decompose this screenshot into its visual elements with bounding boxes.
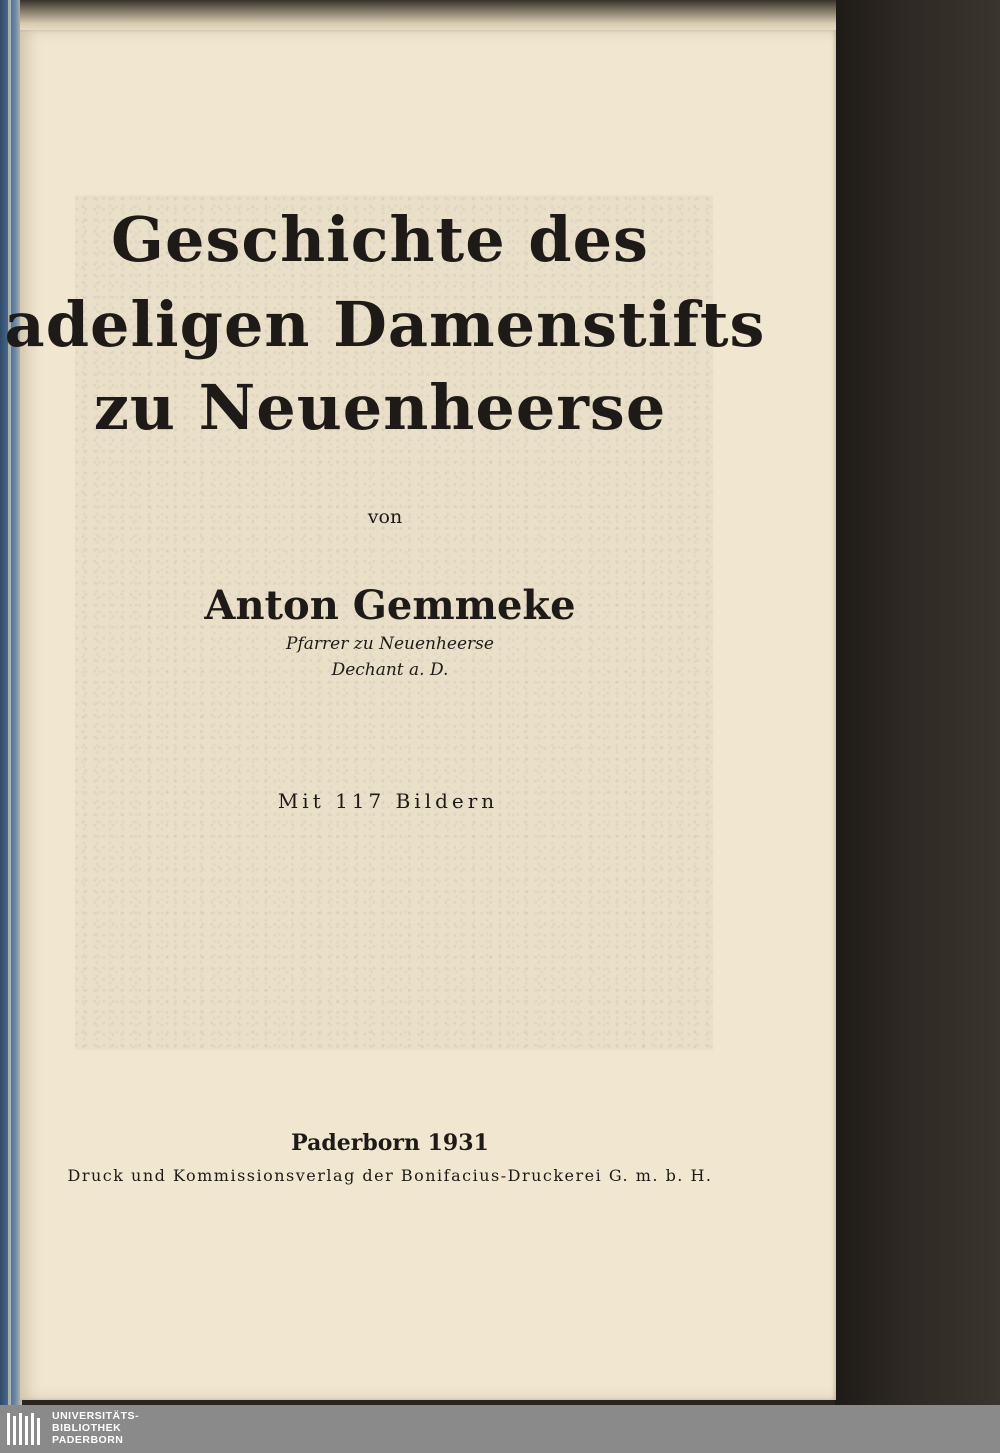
- library-name-line-3: PADERBORN: [52, 1434, 124, 1446]
- library-name-line-1: UNIVERSITÄTS-: [52, 1410, 140, 1422]
- author-role-line-2: Dechant a. D.: [331, 660, 449, 680]
- imprint-publisher: Druck und Kommissionsverlag der Bonifacius-Druckerei G. m. b. H.: [67, 1166, 713, 1185]
- author-name: Anton Gemmeke: [204, 582, 576, 629]
- library-footer-bar: [0, 1405, 1000, 1453]
- imprint-place-year: Paderborn 1931: [291, 1130, 489, 1156]
- page-top-shadow: [20, 0, 836, 34]
- library-name-line-2: BIBLIOTHEK: [52, 1422, 122, 1434]
- illustrations-note: Mit 117 Bildern: [277, 789, 499, 813]
- title-line-2: adeligen Damenstifts: [4, 288, 766, 361]
- author-role-line-1: Pfarrer zu Neuenheerse: [286, 634, 494, 654]
- title-line-1: Geschichte des: [111, 203, 649, 276]
- by-word: von: [367, 506, 403, 528]
- title-line-3: zu Neuenheerse: [93, 371, 667, 444]
- library-name: [52, 1410, 139, 1446]
- library-bars-logo-icon: [6, 1410, 46, 1448]
